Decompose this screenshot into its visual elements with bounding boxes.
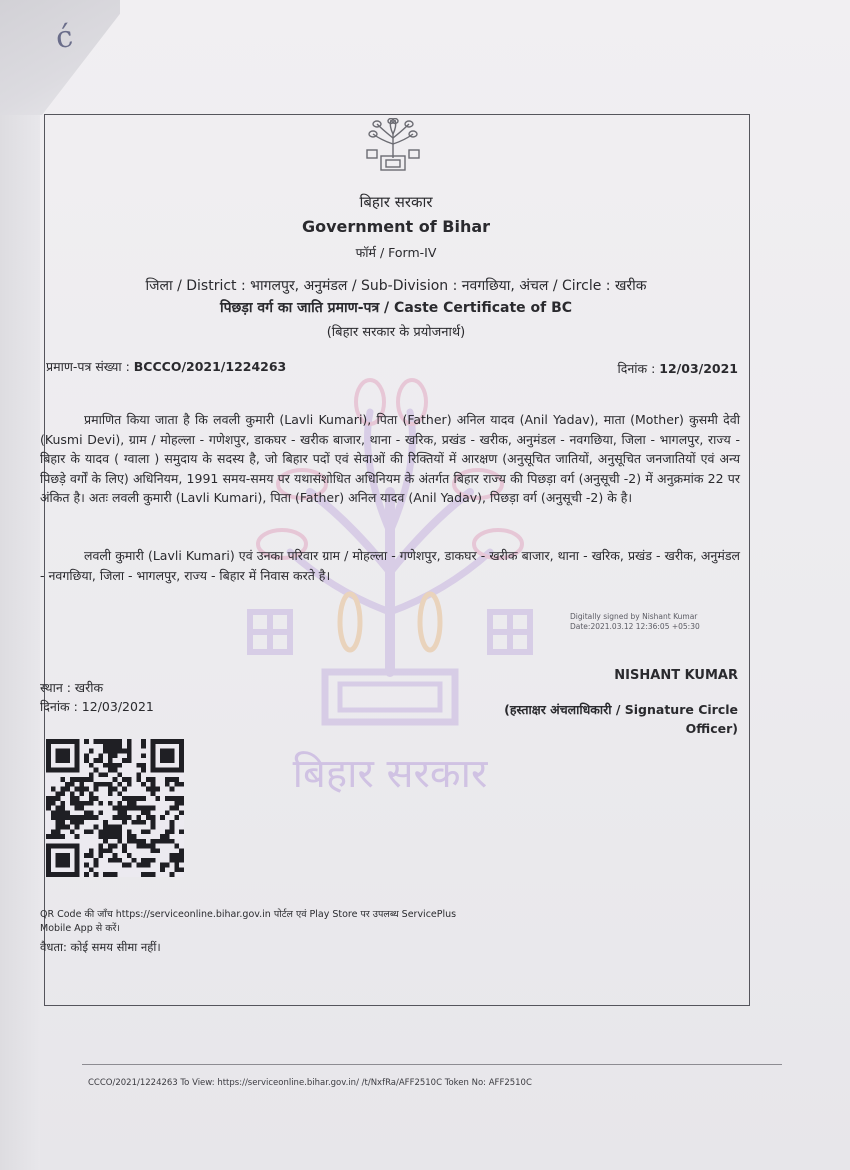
folded-corner: [0, 0, 120, 115]
qr-code: [46, 738, 184, 878]
place-line: स्थान : खरीक: [40, 680, 104, 695]
digital-signature-stamp: [570, 612, 700, 632]
bihar-emblem-icon: [361, 118, 425, 176]
place-date-line: दिनांक : 12/03/2021: [40, 699, 154, 714]
certificate-number-value: BCCCO/2021/1224263: [133, 359, 287, 374]
signer-title: (हस्ताक्षर अंचलाधिकारी / Signature Circle Officer): [504, 702, 738, 736]
qr-verification-note: QR Code की जाँच https://serviceonline.bihar.gov.in पोर्टल एवं Play Store पर उपलब्ध ServicePlus Mobile App से करें।: [40, 909, 457, 934]
certificate-title: पिछड़ा वर्ग का जाति प्रमाण-पत्र / Caste Certificate of BC: [219, 300, 573, 316]
handwritten-mark: ć: [53, 19, 76, 56]
digital-signature-line-1: Digitally signed by Nishant Kumar: [570, 612, 698, 621]
place-and-date: [40, 678, 154, 716]
signer-name: NISHANT KUMAR: [614, 668, 738, 683]
digital-signature-line-2: Date:2021.03.12 12:36:05 +05:30: [570, 622, 700, 631]
footer-divider: [82, 1064, 782, 1065]
footer-verification-line: CCCO/2021/1224263 To View: https://serviceonline.bihar.gov.in/ /t/NxfRa/AFF2510C Token No: AFF2510C: [88, 1078, 532, 1088]
page-left-edge: [0, 115, 40, 1170]
certificate-date: [617, 360, 738, 377]
certificate-number-label: प्रमाण-पत्र संख्या :: [46, 359, 130, 374]
header-government: Government of Bihar: [301, 217, 491, 236]
certificate-date-label: दिनांक :: [617, 361, 656, 376]
validity-note: वैधता: कोई समय सीमा नहीं।: [40, 940, 161, 954]
certificate-paragraph-2: लवली कुमारी (Lavli Kumari) एवं उनका परिवार ग्राम / मोहल्ला - गणेशपुर, डाकघर - खरीक बाजार, थाना - खरिक, प्रखंड - खरीक, अनुमंडल - नवगछिया, जिला - भागलपुर, राज्य - बिहार में निवास करते है।: [40, 548, 740, 583]
watermark-text: बिहार सरकार: [292, 751, 488, 797]
header-location: जिला / District : भागलपुर, अनुमंडल / Sub-Division : नवगछिया, अंचल / Circle : खरीक: [145, 278, 647, 294]
certificate-paragraph-1: प्रमाणित किया जाता है कि लवली कुमारी (Lavli Kumari), पिता (Father) अनिल यादव (Anil Yadav), माता (Mother) कुसमी देवी (Kusmi Devi), ग्राम / मोहल्ला - गणेशपुर, डाकघर - खरीक बाजार, थाना - खरिक, प्रखंड - खरीक, अनुमंडल - नवगछिया, जिला - भागलपुर, राज्य - बिहार के यादव ( ग्वाला ) समुदाय के सदस्य है, जो बिहार पदों एवं सेवाओं की रिक्तियों में आरक्षण (अनुसूचित जातियों, अनुसूचित जनजातियों एवं अन्य पिछड़े वर्गों के लिए) अधिनियम, 1991 समय-समय पर यथासंशोधित अधिनियम के अंतर्गत बिहार राज्य की पिछड़ा वर्ग (अनुसूची -2) में अनुक्रमांक 22 पर अंकित है। अतः लवली कुमारी (Lavli Kumari), पिता (Father) अनिल यादव (Anil Yadav), पिछड़ा वर्ग (अनुसूची -2) के है।: [40, 412, 740, 505]
header-form: फॉर्म / Form-IV: [355, 245, 437, 260]
certificate-date-value: 12/03/2021: [659, 361, 738, 376]
certificate-purpose: (बिहार सरकार के प्रयोजनार्थ): [326, 325, 466, 340]
header-hindi-government: बिहार सरकार: [359, 193, 433, 211]
